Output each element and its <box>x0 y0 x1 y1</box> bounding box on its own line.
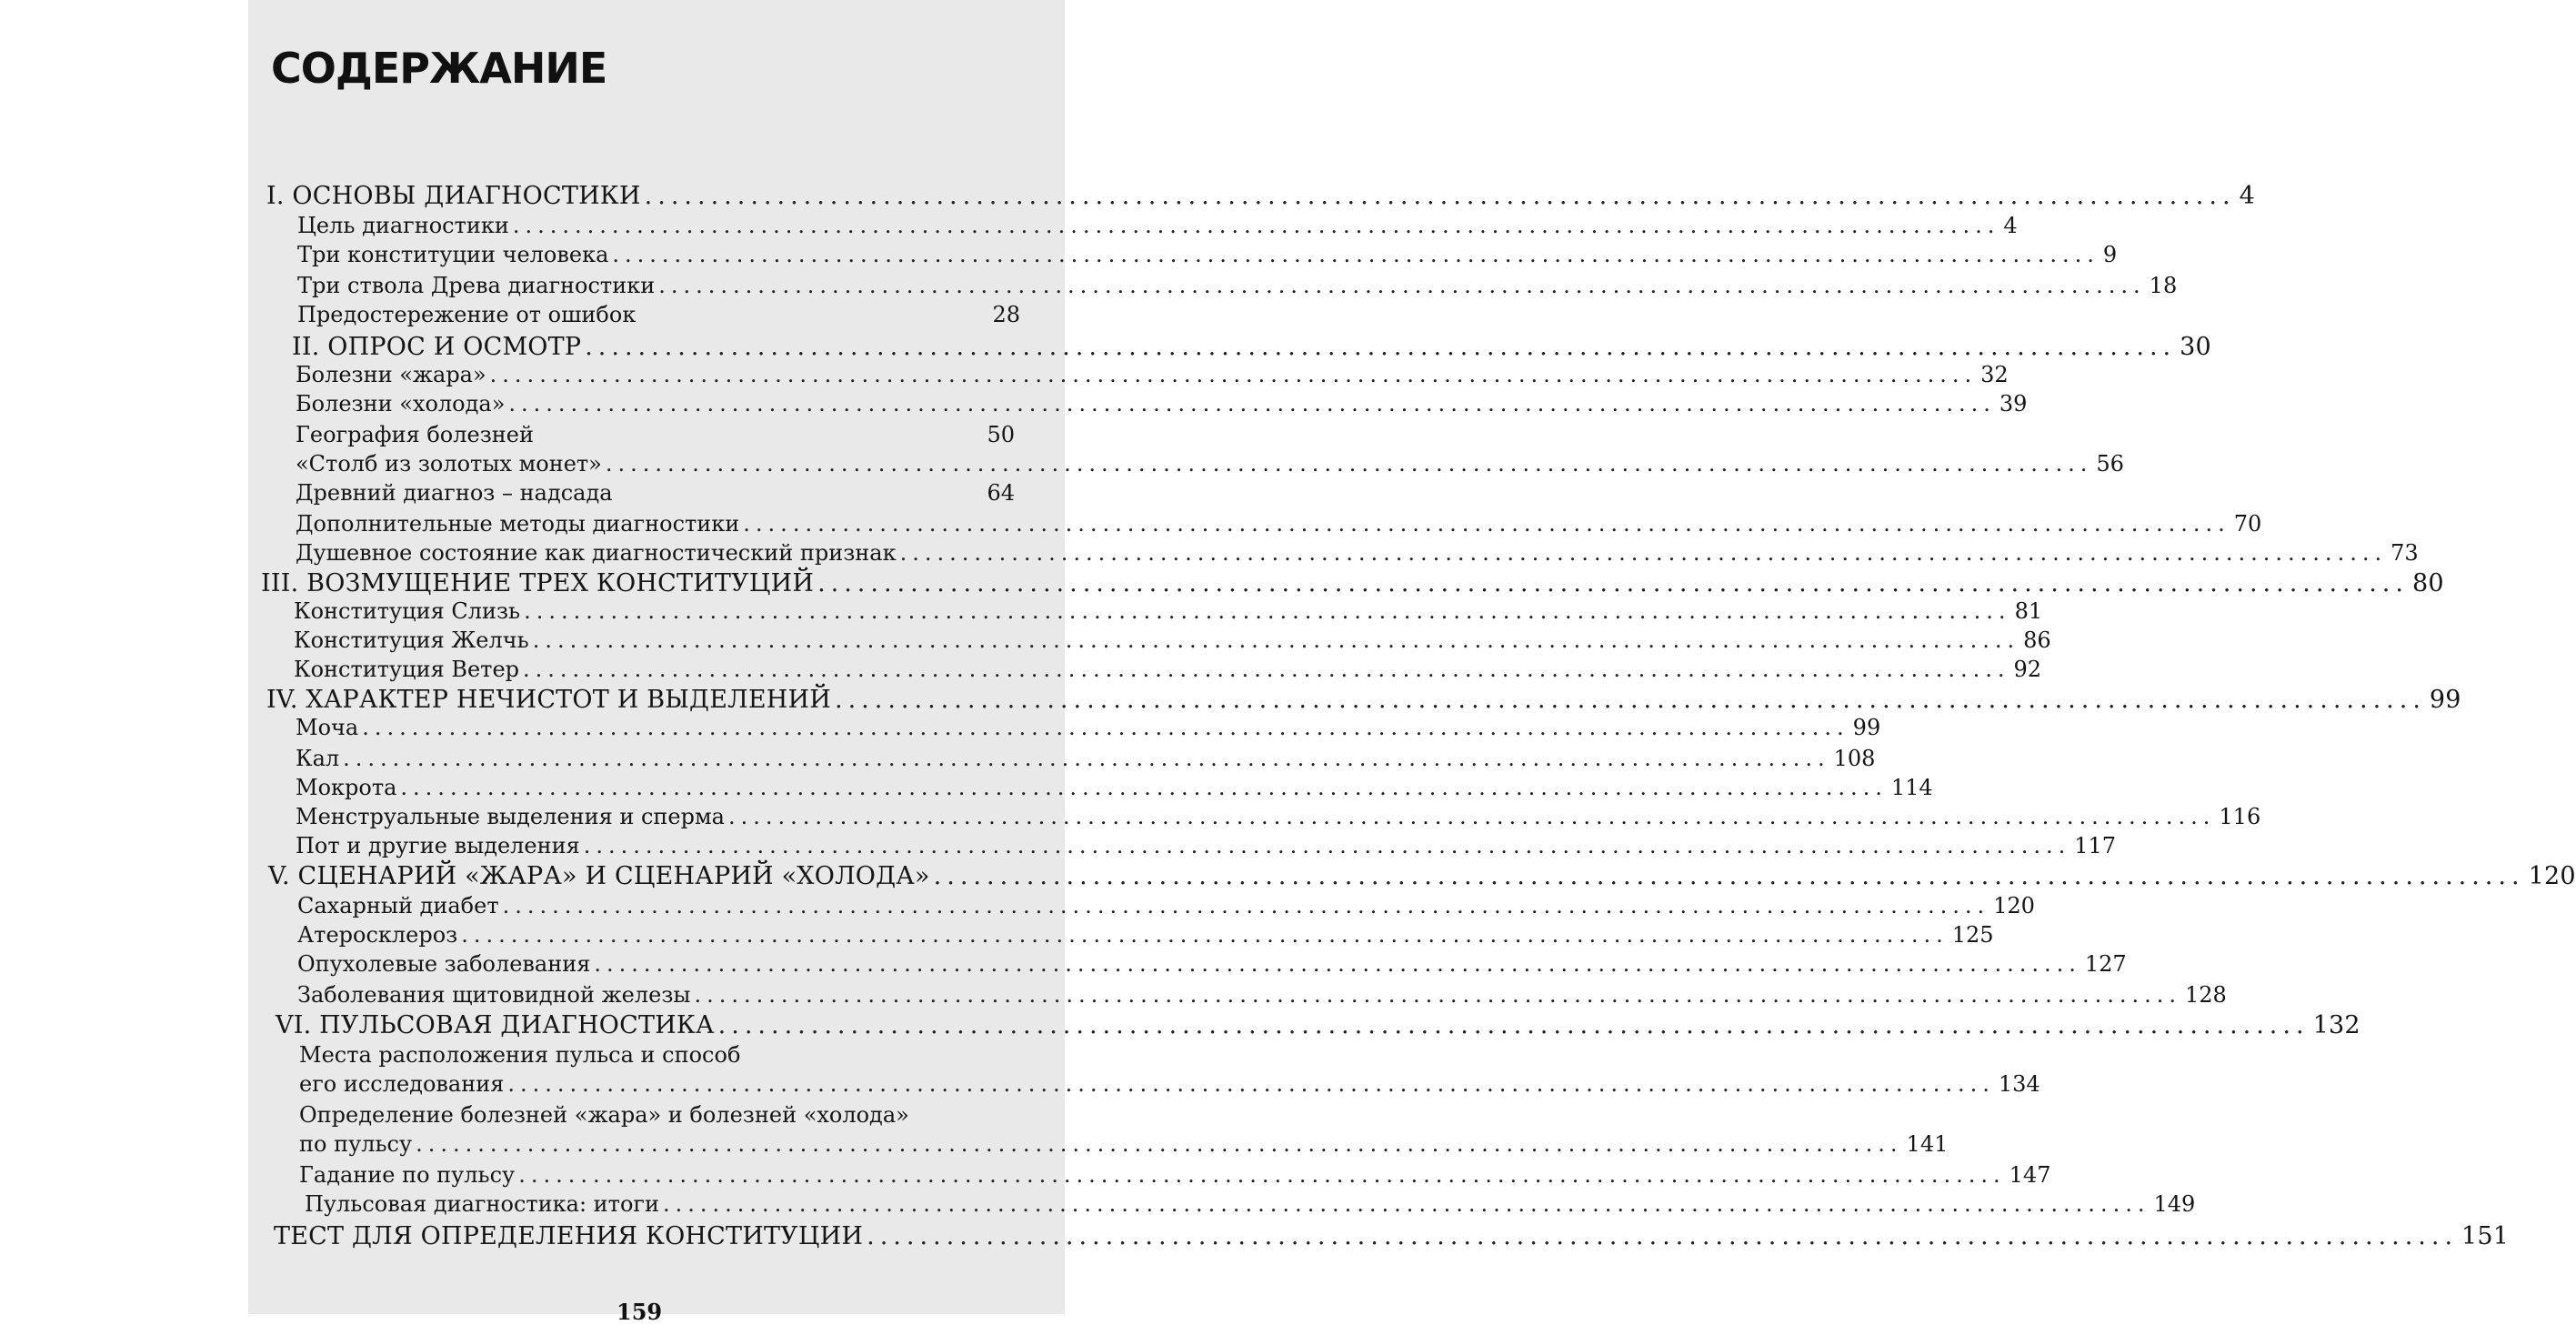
toc-section-row <box>266 182 2255 210</box>
toc-page-number: 80 <box>2411 569 2444 597</box>
dot-leader: ........................................................................................................................ <box>612 242 2100 267</box>
toc-page-number: 28 <box>992 302 1020 327</box>
toc-subsection-row <box>296 482 1015 504</box>
dot-leader: ........................................................................................................................ <box>933 862 2525 890</box>
toc-entry-title: «Столб из золотых монет» <box>296 451 602 477</box>
toc-entry-title: Болезни «жара» <box>296 362 486 387</box>
toc-entry-title: ТЕСТ ДЛЯ ОПРЕДЕЛЕНИЯ КОНСТИТУЦИИ <box>274 1222 864 1250</box>
toc-entry-title: Три ствола Древа диагностики <box>297 273 656 298</box>
toc-page-number: 18 <box>2149 273 2178 298</box>
toc-entry-title: Заболевания щитовидной железы <box>297 982 691 1008</box>
toc-subsection-row <box>305 1191 2196 1217</box>
toc-entry-title: География болезней <box>296 422 534 447</box>
toc-entry-title: Опухолевые заболевания <box>297 951 591 977</box>
toc-subsection-row <box>296 715 1881 740</box>
dot-leader: ........................................................................................................................ <box>867 1222 2459 1250</box>
toc-subsection-row <box>297 304 1020 326</box>
dot-leader: ........................................................................................................................ <box>489 362 1978 387</box>
toc-entry-title: Душевное состояние как диагностический признак <box>296 540 897 566</box>
toc-page-number: 64 <box>987 480 1015 506</box>
toc-subsection-row <box>299 1071 2040 1097</box>
toc-section-row <box>274 1222 2510 1250</box>
toc-entry-title: по пульсу <box>299 1131 413 1157</box>
toc-subsection-row <box>297 893 2035 918</box>
dot-leader: ........................................................................................................................ <box>461 922 1949 948</box>
dot-leader: ........................................................................................................................ <box>400 775 1888 800</box>
toc-subsection-row <box>296 362 2009 387</box>
page-title: СОДЕРЖАНИЕ <box>271 44 607 93</box>
dot-leader: ........................................................................................................................ <box>362 715 1849 740</box>
toc-subsection-row <box>294 598 2043 624</box>
toc-entry-title: Гадание по пульсу <box>299 1162 516 1188</box>
toc-entry-title: Места расположения пульса и способ <box>299 1042 741 1068</box>
toc-section-row <box>261 569 2444 597</box>
dot-leader: ........................................................................................................................ <box>594 951 2081 977</box>
dot-leader: ........................................................................................................................ <box>508 391 1996 417</box>
toc-entry-title: Кал <box>296 746 340 771</box>
toc-page-number: 149 <box>2153 1191 2196 1217</box>
toc-subsection-row <box>297 951 2127 977</box>
toc-subsection-row <box>296 391 2028 417</box>
toc-page-number: 117 <box>2074 833 2117 858</box>
toc-subsection-row <box>296 746 1876 771</box>
dot-leader: ........................................................................................................................ <box>518 1162 2006 1188</box>
toc-entry-title: Менструальные выделения и сперма <box>296 804 725 829</box>
toc-entry-title: Конституция Ветер <box>294 657 520 682</box>
toc-page-number: 134 <box>1998 1071 2040 1097</box>
toc-entry-title: Болезни «холода» <box>296 391 506 417</box>
toc-entry-title: Моча <box>296 715 359 740</box>
toc-section-row <box>292 333 2211 361</box>
toc-entry-title: Предостережение от ошибок <box>297 302 636 327</box>
dot-leader: ........................................................................................................................ <box>343 746 1830 771</box>
toc-page-number: 116 <box>2219 804 2261 829</box>
toc-entry-title: Определение болезней «жара» и болезней «холода» <box>299 1102 909 1128</box>
toc-subsection-row <box>297 242 2118 267</box>
toc-section-row <box>276 1011 2360 1039</box>
toc-section-row <box>266 686 2461 714</box>
toc-subsection-row <box>296 833 2117 858</box>
toc-page-number: 50 <box>987 422 1015 447</box>
toc-section-row <box>268 862 2576 890</box>
toc-page-number: 108 <box>1833 746 1876 771</box>
toc-entry-title: II. ОПРОС И ОСМОТР <box>292 333 582 361</box>
toc-page-number: 99 <box>1852 715 1881 740</box>
dot-leader: ........................................................................................................................ <box>644 182 2236 210</box>
toc-page-number: 125 <box>1951 922 1994 948</box>
toc-entry-title: Мокрота <box>296 775 397 800</box>
toc-subsection-row <box>297 273 2178 298</box>
toc-page-number: 132 <box>2312 1011 2360 1039</box>
toc-entry-title: Конституция Слизь <box>294 598 521 624</box>
dot-leader: ........................................................................................................................ <box>817 569 2409 597</box>
toc-page-number: 81 <box>2014 598 2043 624</box>
dot-leader: ........................................................................................................................ <box>585 333 2177 361</box>
toc-page-number: 70 <box>2233 511 2262 537</box>
toc-entry-title: Сахарный диабет <box>297 893 499 918</box>
dot-leader: ........................................................................................................................ <box>524 598 2011 624</box>
dot-leader: ........................................................................................................................ <box>658 273 2146 298</box>
dot-leader: ........................................................................................................................ <box>727 804 2216 829</box>
toc-entry-title: Дополнительные методы диагностики <box>296 511 740 537</box>
book-page <box>248 0 2576 1325</box>
toc-subsection-row <box>297 213 2018 238</box>
dot-leader: ........................................................................................................................ <box>835 686 2426 714</box>
toc-page-number: 127 <box>2084 951 2127 977</box>
toc-subsection-row <box>294 657 2042 682</box>
dot-leader: ........................................................................................................................ <box>662 1191 2150 1217</box>
dot-leader: ........................................................................................................................ <box>899 540 2388 566</box>
toc-page-number: 92 <box>2013 657 2042 682</box>
table-of-contents <box>248 0 2576 1314</box>
toc-subsection-row <box>296 540 2419 566</box>
toc-page-number: 99 <box>2429 686 2461 714</box>
toc-page-number: 141 <box>1906 1131 1949 1157</box>
toc-page-number: 9 <box>2102 242 2118 267</box>
toc-entry-title: Конституция Желчь <box>294 627 529 653</box>
toc-page-number: 120 <box>1993 893 2035 918</box>
dot-leader: ........................................................................................................................ <box>507 1071 1995 1097</box>
toc-subsection-row <box>297 922 1994 948</box>
toc-subsection-row <box>296 775 1933 800</box>
page-folio: 159 <box>616 1299 663 1325</box>
toc-subsection-row <box>296 424 1015 446</box>
toc-entry-title: V. СЦЕНАРИЙ «ЖАРА» И СЦЕНАРИЙ «ХОЛОДА» <box>268 862 930 890</box>
toc-subsection-row <box>299 1044 1011 1066</box>
dot-leader: ........................................................................................................................ <box>502 893 1990 918</box>
toc-page-number: 151 <box>2461 1222 2510 1250</box>
toc-page-number: 147 <box>2009 1162 2051 1188</box>
toc-page-number: 4 <box>2239 182 2255 210</box>
toc-page-number: 128 <box>2184 982 2227 1008</box>
toc-subsection-row <box>294 627 2051 653</box>
dot-leader: ........................................................................................................................ <box>416 1131 1903 1157</box>
toc-subsection-row <box>299 1162 2051 1188</box>
toc-entry-title: Атеросклероз <box>297 922 458 948</box>
toc-subsection-row <box>297 982 2227 1008</box>
toc-subsection-row <box>299 1104 1011 1126</box>
toc-subsection-row <box>296 511 2262 537</box>
toc-entry-title: I. ОСНОВЫ ДИАГНОСТИКИ <box>266 182 641 210</box>
toc-entry-title: VI. ПУЛЬСОВАЯ ДИАГНОСТИКА <box>276 1011 715 1039</box>
toc-entry-title: Древний диагноз – надсада <box>296 480 613 506</box>
dot-leader: ........................................................................................................................ <box>512 213 2000 238</box>
toc-subsection-row <box>299 1131 1949 1157</box>
toc-subsection-row <box>296 804 2261 829</box>
toc-page-number: 73 <box>2391 540 2419 566</box>
toc-page-number: 120 <box>2528 862 2576 890</box>
toc-page-number: 56 <box>2096 451 2124 477</box>
toc-page-number: 30 <box>2180 333 2211 361</box>
dot-leader: ........................................................................................................................ <box>605 451 2093 477</box>
toc-page-number: 32 <box>1980 362 2009 387</box>
dot-leader: ........................................................................................................................ <box>717 1011 2310 1039</box>
toc-entry-title: IV. ХАРАКТЕР НЕЧИСТОТ И ВЫДЕЛЕНИЙ <box>266 686 831 714</box>
toc-entry-title: Пот и другие выделения <box>296 833 580 858</box>
toc-entry-title: Цель диагностики <box>297 213 509 238</box>
dot-leader: ........................................................................................................................ <box>583 833 2071 858</box>
dot-leader: ........................................................................................................................ <box>694 982 2181 1008</box>
toc-entry-title: III. ВОЗМУЩЕНИЕ ТРЕХ КОНСТИТУЦИЙ <box>261 569 815 597</box>
dot-leader: ........................................................................................................................ <box>523 657 2010 682</box>
toc-entry-title: Пульсовая диагностика: итоги <box>305 1191 659 1217</box>
dot-leader: ........................................................................................................................ <box>743 511 2230 537</box>
toc-subsection-row <box>296 451 2124 477</box>
toc-page-number: 4 <box>2003 213 2018 238</box>
toc-entry-title: его исследования <box>299 1071 505 1097</box>
toc-page-number: 39 <box>1999 391 2028 417</box>
toc-page-number: 86 <box>2023 627 2051 653</box>
toc-entry-title: Три конституции человека <box>297 242 609 267</box>
toc-page-number: 114 <box>1890 775 1933 800</box>
dot-leader: ........................................................................................................................ <box>532 627 2020 653</box>
